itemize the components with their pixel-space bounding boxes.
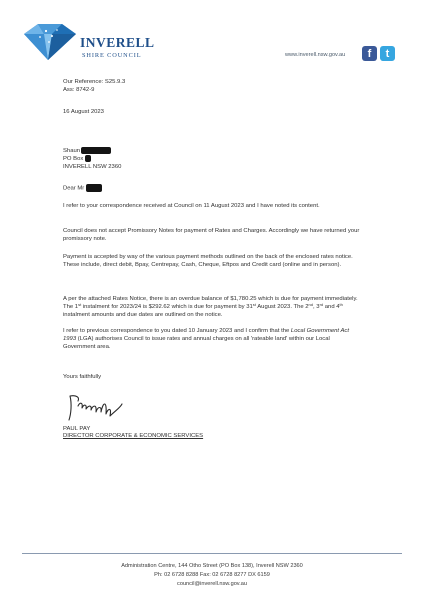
salutation: Dear Mr (63, 184, 102, 193)
org-name: INVERELL (80, 35, 155, 50)
recipient-name: Shaun (63, 147, 111, 155)
redaction-block (81, 147, 111, 154)
handwritten-signature (66, 392, 126, 424)
letter-date: 16 August 2023 (63, 109, 104, 115)
paragraph-5: I refer to previous correspondence to you dated 10 January 2023 and I confirm that the Local Government Act 1993 (LGA) authorises Council to issue rates and annual charges on all 'rateable land' within our Local Government area. (63, 328, 349, 350)
footer-email[interactable]: council@inverell.nsw.gov.au (177, 581, 247, 587)
signatory-title: DIRECTOR CORPORATE & ECONOMIC SERVICES (63, 433, 204, 439)
our-reference: Our Reference: S25.9.3 (63, 79, 126, 85)
website-link[interactable]: www.inverell.nsw.gov.au (285, 52, 346, 58)
org-subtitle: SHIRE COUNCIL (82, 52, 142, 59)
footer-phone: Ph: 02 6728 8288 Fax: 02 6728 8277 DX 6159 (154, 572, 270, 578)
closing: Yours faithfully (63, 374, 102, 380)
paragraph-4: A per the attached Rates Notice, there is an overdue balance of $1,780.25 which is due for payment immediately. The 1st instalment for 2023/24 is $292.62 which is due for payment by 31st August 2023. The 2nd, 3rd and 4th instalment amounts and due dates are outlined on the notice. (63, 296, 358, 318)
footer-divider (22, 553, 402, 554)
paragraph-1: I refer to your correspondence received at Council on 11 August 2023 and I have noted its content. (63, 203, 320, 209)
ass-reference: Ass: 8742-9 (63, 87, 95, 93)
footer-address: Administration Centre, 144 Otho Street (PO Box 138), Inverell NSW 2360 (121, 563, 303, 569)
facebook-icon[interactable]: f (362, 46, 377, 61)
paragraph-2: Council does not accept Promissory Notes for payment of Rates and Charges. Accordingly we have returned your promissory note. (63, 228, 360, 242)
redaction-block (85, 155, 91, 162)
redaction-block (86, 184, 102, 192)
recipient-town: INVERELL NSW 2360 (63, 164, 122, 170)
signatory-name: PAUL PAY (63, 426, 91, 432)
paragraph-3: Payment is accepted by way of the various payment methods outlined on the back of the enclosed rates notice. These include, direct debit, Bpay, Centrepay, Cash, Cheque, Eftpos and Credit card (online and in person). (63, 254, 353, 268)
twitter-icon[interactable]: t (380, 46, 395, 61)
recipient-po-box: PO Box (63, 155, 91, 163)
council-logo (22, 22, 222, 62)
diamond-logo-icon (22, 22, 80, 62)
